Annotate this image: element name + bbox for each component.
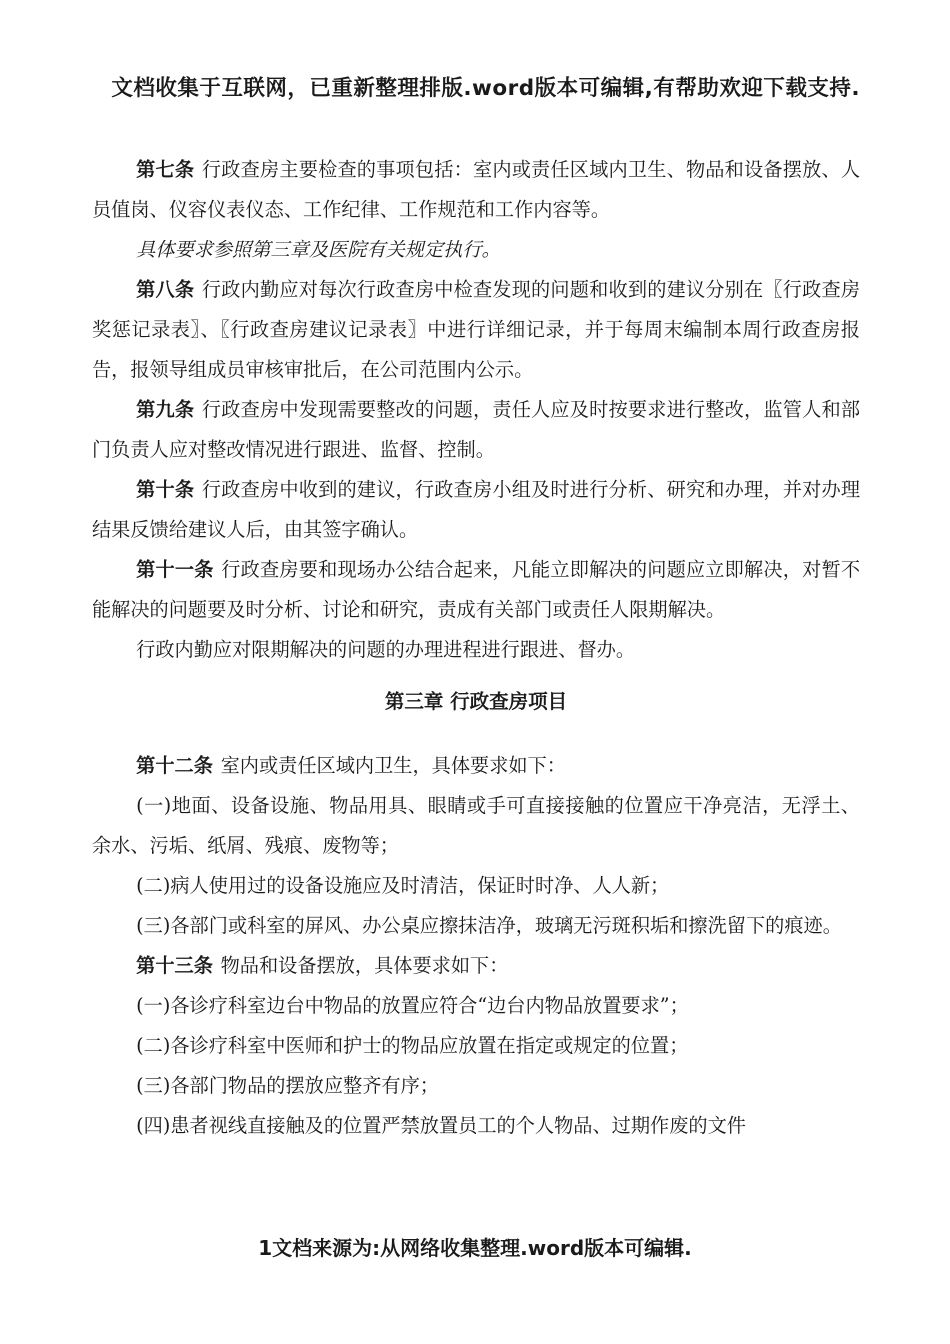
article-label: 第九条 xyxy=(136,398,195,421)
article-text: 行政内勤应对每次行政查房中检查发现的问题和收到的建议分别在〖行政查房奖惩记录表〗、〖行政查房建议记录表〗中进行详细记录，并于每周末编制本周行政查房报告，报领导组成员审核审批后，在公司范围内公示。 xyxy=(92,278,861,381)
page-footer: 1文档来源为:从网络收集整理.word版本可编辑. xyxy=(258,1236,692,1260)
article-label: 第七条 xyxy=(136,158,195,181)
article-text: 物品和设备摆放，具体要求如下： xyxy=(220,954,509,977)
article-7-note: 具体要求参照第三章及医院有关规定执行。 xyxy=(136,238,501,261)
list-item: (二)各诊疗科室中医师和护士的物品应放置在指定或规定的位置； xyxy=(136,1034,689,1057)
chapter-heading: 第三章 行政查房项目 xyxy=(384,690,568,713)
list-item: (三)各部门物品的摆放应整齐有序； xyxy=(136,1074,439,1097)
article-text: 行政查房中收到的建议，行政查房小组及时进行分析、研究和办理，并对办理结果反馈给建议人后，由其签字确认。 xyxy=(92,478,861,541)
list-item: (一)各诊疗科室边台中物品的放置应符合“边台内物品放置要求”； xyxy=(136,994,689,1017)
article-text: 行政查房要和现场办公结合起来，凡能立即解决的问题应立即解决，对暂不能解决的问题要及时分析、讨论和研究，责成有关部门或责任人限期解决。 xyxy=(92,558,861,621)
article-text: 行政查房主要检查的事项包括：室内或责任区域内卫生、物品和设备摆放、人员值岗、仪容仪表仪态、工作纪律、工作规范和工作内容等。 xyxy=(92,158,861,221)
article-10 xyxy=(92,470,860,550)
page-header: 文档收集于互联网，已重新整理排版.word版本可编辑,有帮助欢迎下载支持. xyxy=(111,76,860,101)
article-11 xyxy=(92,550,860,630)
article-text: 室内或责任区域内卫生，具体要求如下： xyxy=(220,754,566,777)
article-label: 第十条 xyxy=(136,478,195,501)
article-text: 行政查房中发现需要整改的问题，责任人应及时按要求进行整改，监管人和部门负责人应对整改情况进行跟进、监督、控制。 xyxy=(92,398,861,461)
list-item: (三)各部门或科室的屏风、办公桌应擦抹洁净，玻璃无污斑积垢和擦洗留下的痕迹。 xyxy=(136,914,842,937)
article-13 xyxy=(92,946,860,986)
article-label: 第八条 xyxy=(136,278,195,301)
article-12 xyxy=(92,746,860,786)
article-11-note: 行政内勤应对限期解决的问题的办理进程进行跟进、督办。 xyxy=(136,638,636,661)
article-9 xyxy=(92,390,860,470)
article-7 xyxy=(92,150,860,230)
list-item: (四)患者视线直接触及的位置严禁放置员工的个人物品、过期作废的文件 xyxy=(136,1114,746,1137)
article-label: 第十一条 xyxy=(136,558,214,581)
article-8 xyxy=(92,270,860,390)
document-body xyxy=(92,150,860,1146)
list-item: (一)地面、设备设施、物品用具、眼睛或手可直接接触的位置应干净亮洁，无浮土、余水、污垢、纸屑、残痕、废物等； xyxy=(92,794,860,857)
article-label: 第十二条 xyxy=(136,754,213,777)
list-item: (二)病人使用过的设备设施应及时清洁，保证时时净、人人新； xyxy=(136,874,670,897)
article-label: 第十三条 xyxy=(136,954,213,977)
